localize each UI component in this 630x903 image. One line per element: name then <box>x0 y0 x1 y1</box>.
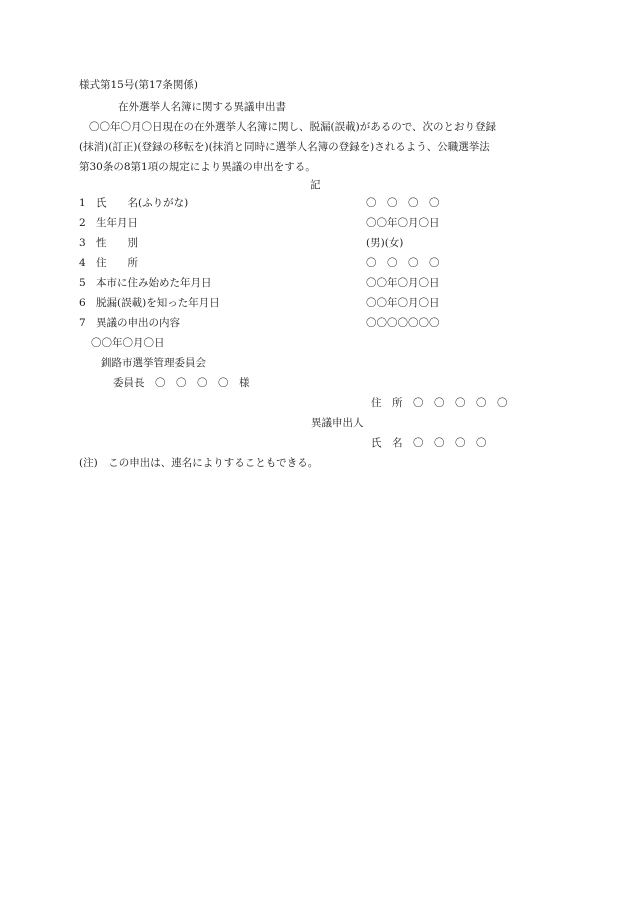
item-number: 3 <box>79 237 86 249</box>
item-number: 6 <box>79 297 86 309</box>
item-row <box>79 216 138 230</box>
item-value: 〇〇年〇月〇日 <box>366 277 440 289</box>
item-label: 脱漏(誤載)を知った年月日 <box>96 297 220 309</box>
intro-line-1: 〇〇年〇月〇日現在の在外選挙人名簿に関し、脱漏(誤載)があるので、次のとおり登録 <box>89 121 496 133</box>
item-label: 異議の申出の内容 <box>96 317 180 329</box>
item-row <box>79 296 220 310</box>
item-value: (男)(女) <box>366 237 404 249</box>
name-label: 氏 名 <box>371 437 403 449</box>
item-number: 1 <box>79 197 86 209</box>
item-value: 〇〇年〇月〇日 <box>366 297 440 309</box>
item-row <box>79 256 138 270</box>
form-id: 様式第15号(第17条関係) <box>79 79 198 91</box>
address-label: 住 所 <box>371 397 403 409</box>
item-number: 7 <box>79 317 86 329</box>
applicant-address <box>371 396 508 410</box>
item-value: 〇 〇 〇 〇 <box>366 197 440 209</box>
item-row <box>79 196 188 210</box>
item-label: 生年月日 <box>96 217 138 229</box>
committee-name: 釧路市選挙管理委員会 <box>101 357 206 369</box>
item-value: 〇〇年〇月〇日 <box>366 217 440 229</box>
name-value: 〇 〇 〇 〇 <box>413 437 487 449</box>
chair-addressee: 委員長 〇 〇 〇 〇 様 <box>113 377 250 389</box>
item-number: 4 <box>79 257 86 269</box>
ki-heading: 記 <box>310 179 321 191</box>
item-label: 性 別 <box>96 237 138 249</box>
intro-line-2: (抹消)(訂正)(登録の移転を)(抹消と同時に選挙人名簿の登録を)されるよう、公職選挙法 <box>79 141 490 153</box>
item-row <box>79 316 180 330</box>
footnote: (注) この申出は、連名によりすることもできる。 <box>79 457 319 469</box>
item-label: 住 所 <box>96 257 138 269</box>
applicant-heading: 異議申出人 <box>311 417 364 429</box>
submission-date: 〇〇年〇月〇日 <box>91 337 165 349</box>
item-number: 2 <box>79 217 86 229</box>
item-row <box>79 276 212 290</box>
applicant-name <box>371 436 487 450</box>
intro-line-3: 第30条の8第1項の規定により異議の申出をする。 <box>79 161 316 173</box>
item-value: 〇〇〇〇〇〇〇 <box>366 317 440 329</box>
item-row <box>79 236 138 250</box>
item-label: 氏 名(ふりがな) <box>96 197 189 209</box>
item-value: 〇 〇 〇 〇 <box>366 257 440 269</box>
document-title: 在外選挙人名簿に関する異議申出書 <box>118 101 286 113</box>
address-value: 〇 〇 〇 〇 〇 <box>413 397 508 409</box>
item-label: 本市に住み始めた年月日 <box>96 277 212 289</box>
item-number: 5 <box>79 277 86 289</box>
